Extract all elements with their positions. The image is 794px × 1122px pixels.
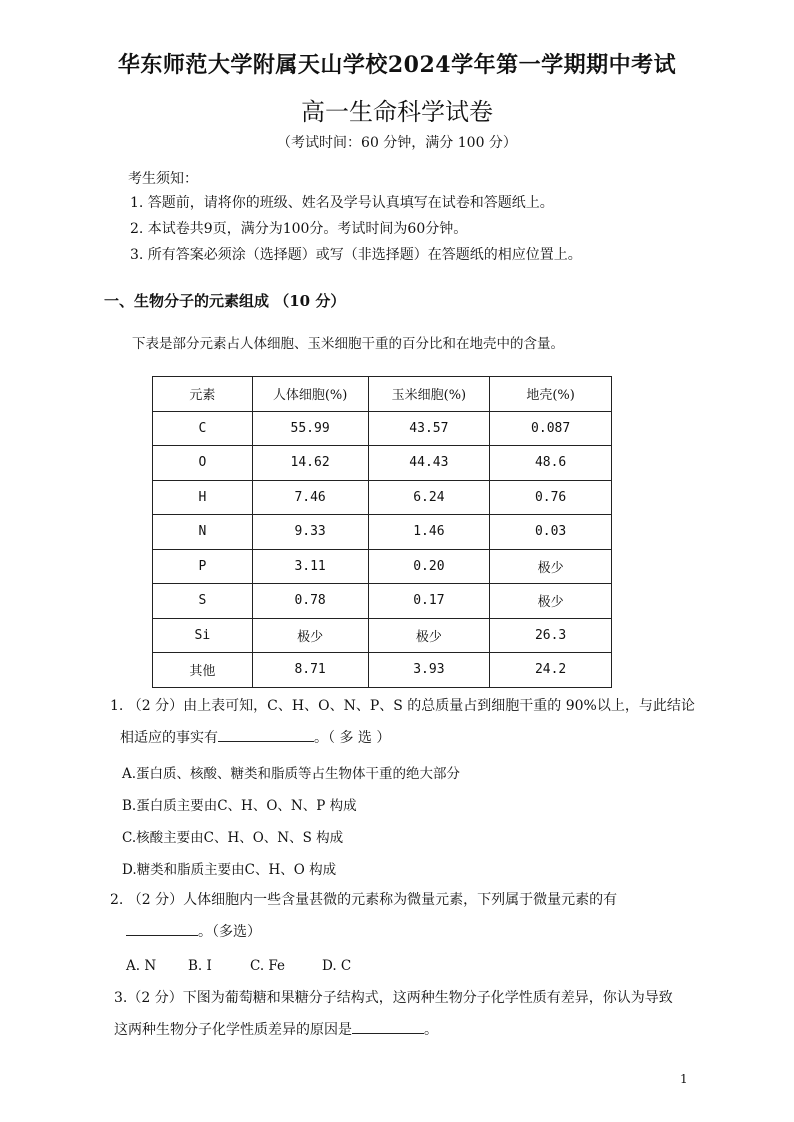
table-cell: 9.33 [252,515,368,550]
table-cell: 极少 [490,584,612,619]
notice-heading: 考生须知： [128,171,198,187]
paper-title: 高一生命科学试卷 [301,98,493,126]
table-header-row [153,377,612,412]
exam-info: （考试时间：60 分钟，满分 100 分） [277,135,517,151]
table-cell: 14.62 [252,446,368,481]
question-2-option-b: B. I [188,958,212,974]
table-row [153,549,612,584]
table-cell: 极少 [252,618,368,653]
table-header: 人体细胞(%) [252,377,368,412]
table-cell: 极少 [490,549,612,584]
table-row [153,515,612,550]
question-2-option-a: A. N [126,958,157,974]
answer-blank[interactable] [126,921,198,936]
table-row [153,411,612,446]
question-1-stem: 1. （2 分）由上表可知，C、H、O、N、P、S 的总质量占到细胞干重的 90%以上，与此结论 [110,698,695,714]
table-cell: 55.99 [252,411,368,446]
question-1-answer-line [120,722,390,754]
question-3-answer-line [114,1014,438,1046]
notice-item: 1. 答题前，请将你的班级、姓名及学号认真填写在试卷和答题纸上。 [130,195,554,211]
table-cell: P [153,549,253,584]
notice-item: 2. 本试卷共9页，满分为100分。考试时间为60分钟。 [130,221,468,237]
answer-blank[interactable] [218,727,314,742]
question-1-option-c: C.核酸主要由C、H、O、N、S 构成 [122,830,344,846]
page-number: 1 [680,1072,688,1086]
element-content-table [152,376,612,688]
table-cell: 48.6 [490,446,612,481]
table-cell: 其他 [153,653,253,688]
question-1-option-b: B.蛋白质主要由C、H、O、N、P 构成 [122,798,357,814]
question-3-stem: 3.（2 分）下图为葡萄糖和果糖分子结构式，这两种生物分子化学性质有差异，你认为导致 [114,990,673,1006]
question-2-option-c: C. Fe [250,958,286,974]
table-cell: 0.76 [490,480,612,515]
table-cell: 3.11 [252,549,368,584]
table-row [153,480,612,515]
table-cell: O [153,446,253,481]
table-intro: 下表是部分元素占人体细胞、玉米细胞干重的百分比和在地壳中的含量。 [132,336,564,352]
table-header: 玉米细胞(%) [368,377,490,412]
table-cell: 0.03 [490,515,612,550]
table-cell: H [153,480,253,515]
table-cell: 3.93 [368,653,490,688]
table-cell: 1.46 [368,515,490,550]
table-header: 地壳(%) [490,377,612,412]
table-cell: 7.46 [252,480,368,515]
table-cell: 6.24 [368,480,490,515]
table-cell: S [153,584,253,619]
question-2-stem: 2. （2 分）人体细胞内一些含量甚微的元素称为微量元素，下列属于微量元素的有 [110,892,618,908]
table-cell: N [153,515,253,550]
table-row [153,584,612,619]
question-2-option-d: D. C [322,958,352,974]
table-cell: 0.78 [252,584,368,619]
table-header: 元素 [153,377,253,412]
table-cell: 极少 [368,618,490,653]
answer-blank[interactable] [352,1019,424,1034]
table-cell: 0.087 [490,411,612,446]
table-cell: 44.43 [368,446,490,481]
table-cell: 26.3 [490,618,612,653]
table-cell: Si [153,618,253,653]
question-1-option-d: D.糖类和脂质主要由C、H、O 构成 [122,862,337,878]
table-cell: 0.17 [368,584,490,619]
table-cell: 8.71 [252,653,368,688]
question-1-suffix: 。（ 多 选 ） [314,730,391,746]
question-1-option-a: A.蛋白质、核酸、糖类和脂质等占生物体干重的绝大部分 [122,766,461,782]
question-1-prefix: 相适应的事实有 [120,730,218,746]
table-row [153,446,612,481]
table-row [153,618,612,653]
question-2-answer-line [126,916,261,948]
question-2-suffix: 。（多选） [198,924,261,940]
question-3-prefix: 这两种生物分子化学性质差异的原因是 [114,1022,352,1038]
school-exam-title: 华东师范大学附属天山学校2024学年第一学期期中考试 [117,52,677,78]
table-cell: 43.57 [368,411,490,446]
table-cell: 0.20 [368,549,490,584]
section-heading: 一、生物分子的元素组成 （10 分） [104,292,346,310]
table-row [153,653,612,688]
table-cell: 24.2 [490,653,612,688]
notice-item: 3. 所有答案必须涂（选择题）或写（非选择题）在答题纸的相应位置上。 [130,247,582,263]
table-cell: C [153,411,253,446]
question-2-options [126,958,386,974]
question-3-suffix: 。 [424,1022,438,1038]
